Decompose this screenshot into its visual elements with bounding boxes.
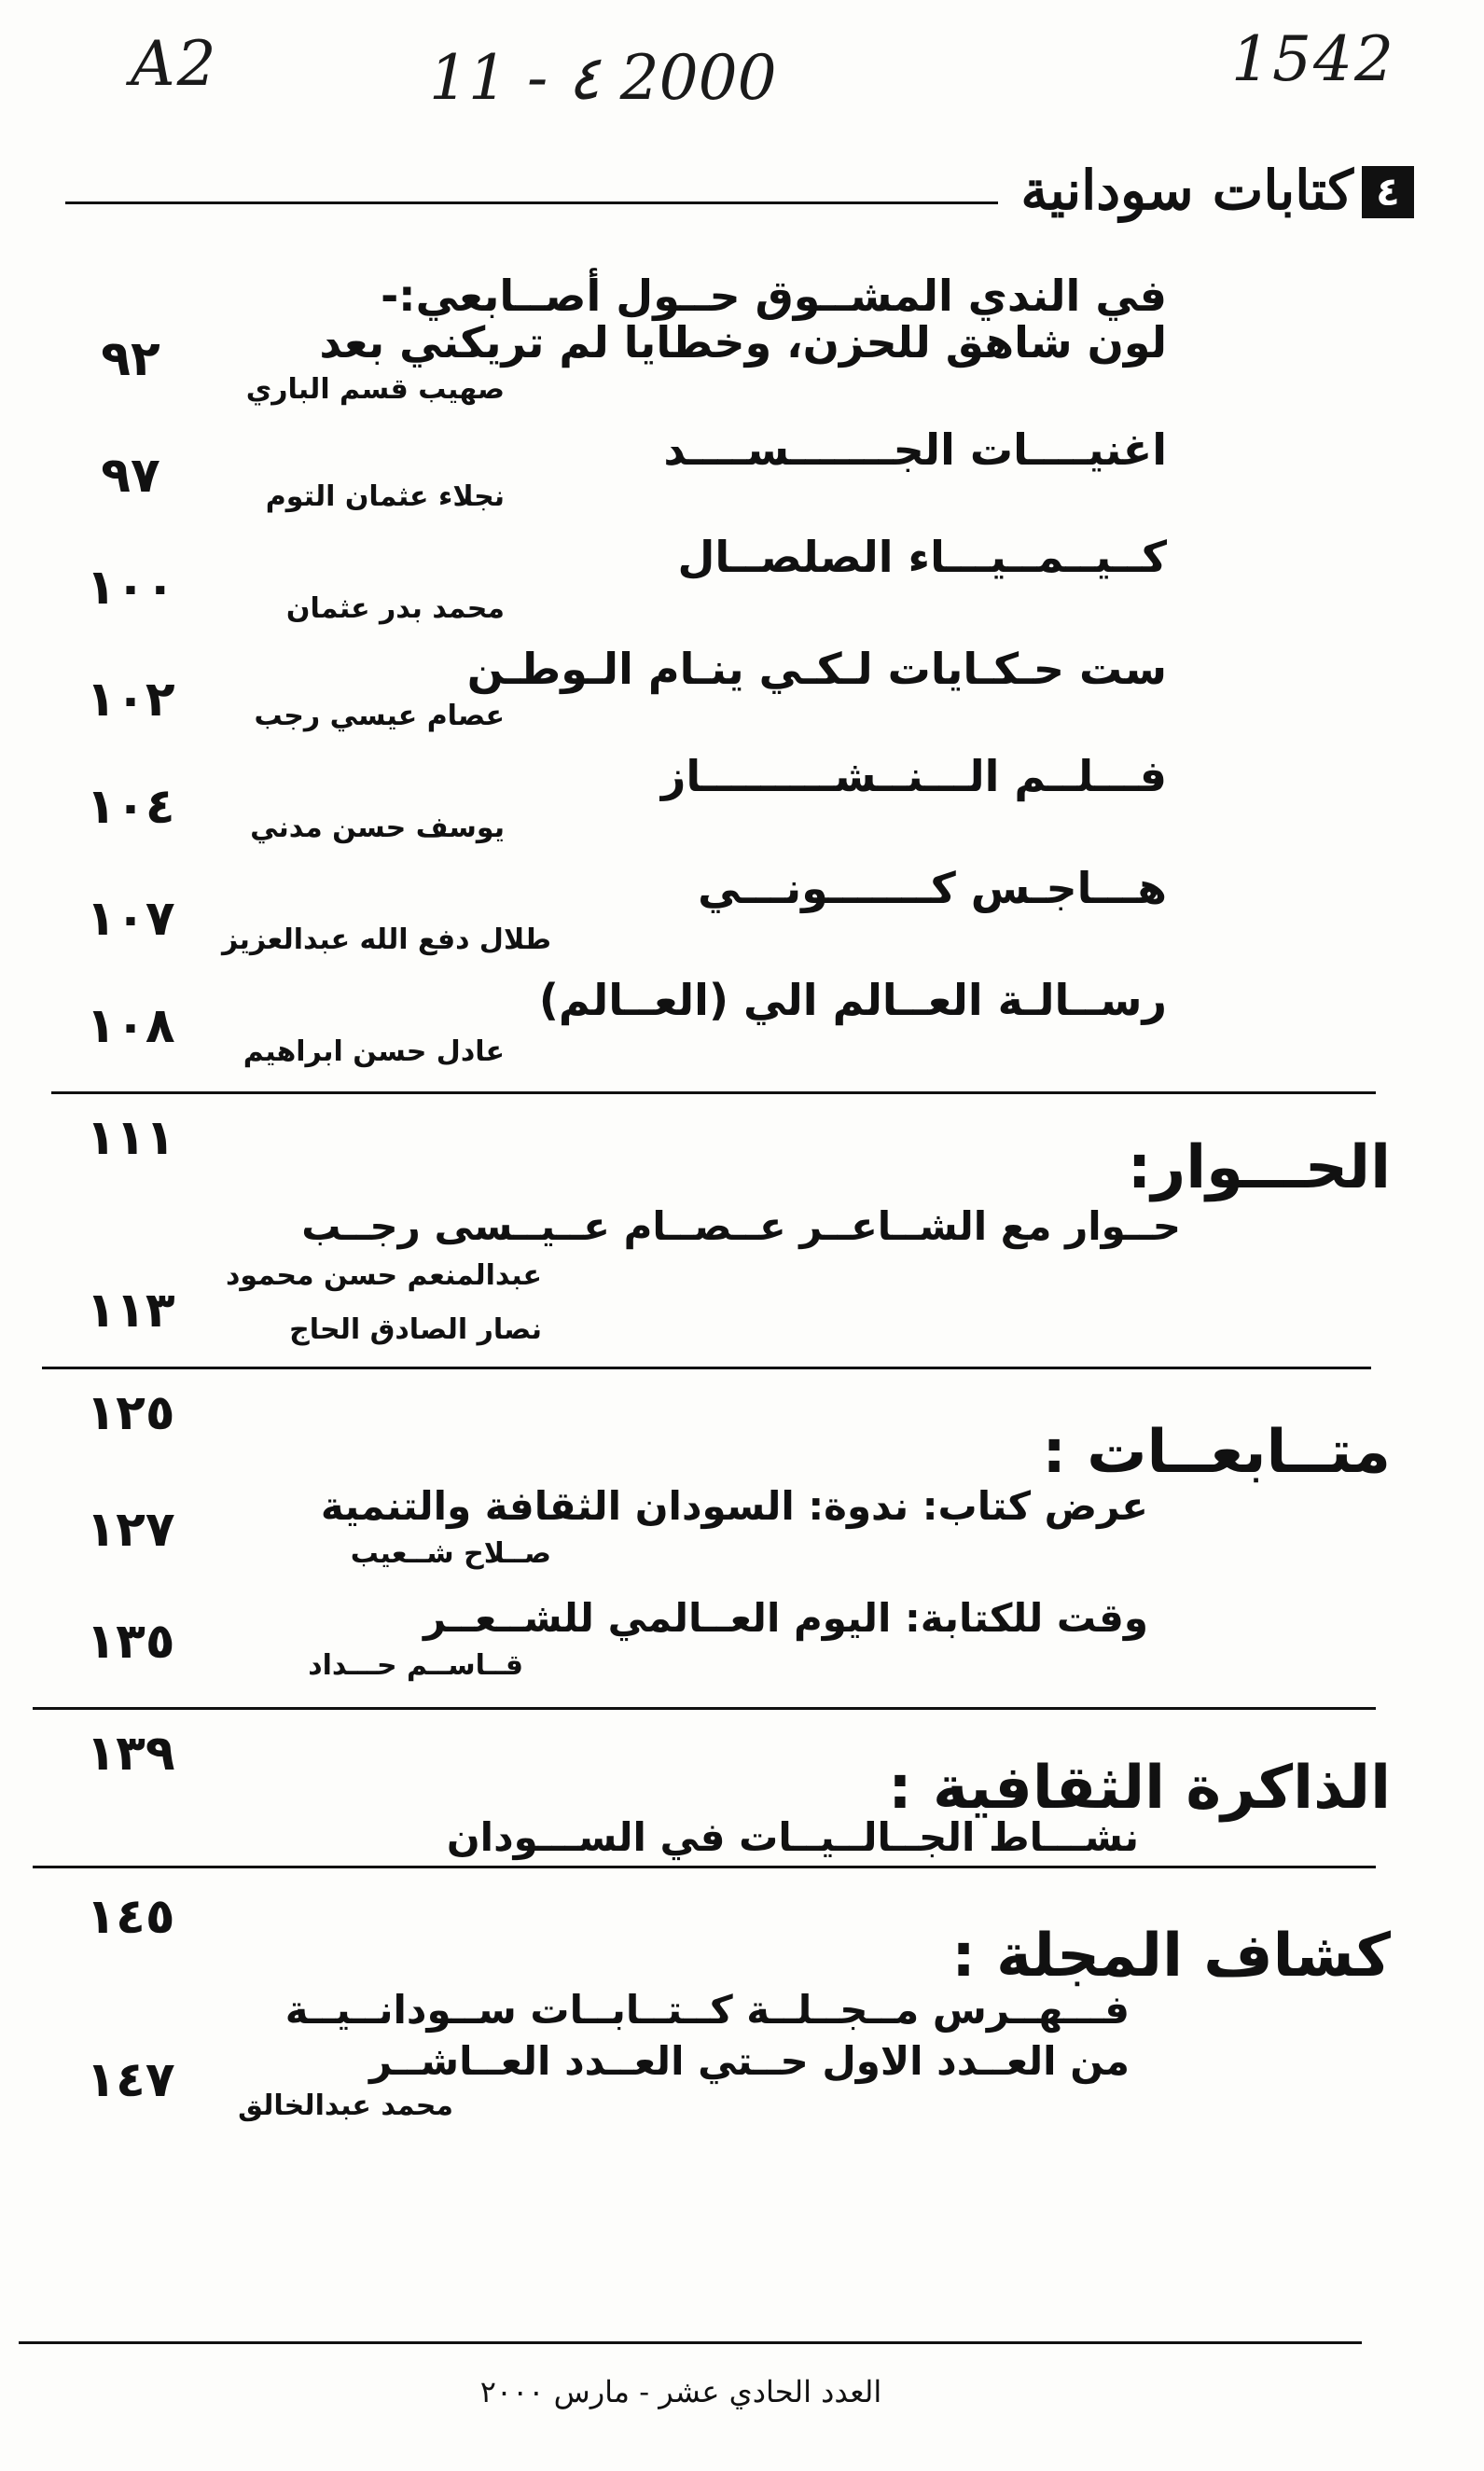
index-heading-page: ١٤٥: [86, 1889, 175, 1945]
index-heading: كشاف المجلة :: [951, 1922, 1391, 1991]
entry-author-4: عصام عيسي رجب: [254, 700, 505, 732]
interview-page: ١١٣: [86, 1283, 175, 1339]
memory-item: نشـــاط الجــالــيــات في الســـودان: [446, 1814, 1139, 1860]
entry-author-6: طلال دفع الله عبدالعزيز: [221, 923, 551, 956]
footer-issue: العدد الحادي عشر - مارس ٢٠٠٠: [479, 2374, 882, 2409]
entry-title-3: كــيــمــيـــاء الصلصــال: [677, 532, 1167, 582]
header: [0, 159, 1484, 243]
entry-author-2: نجلاء عثمان التوم: [265, 480, 505, 513]
index-title-2: من العــدد الاول حــتي العــدد العــاشــر: [368, 2038, 1130, 2084]
followup-author-1: صــلاح شــعيب: [350, 1537, 551, 1570]
entry-author-7: عادل حسن ابراهيم: [243, 1035, 505, 1068]
interview-heading: الحـــوار:: [1127, 1133, 1391, 1202]
interview-author-2: نصار الصادق الحاج: [289, 1313, 542, 1346]
page-number-badge: ٤: [1362, 166, 1414, 218]
entry-page-6: ١٠٧: [86, 891, 175, 947]
interview-title: حــوار مع الشــاعــر عــصــام عــيــسى رجــب: [301, 1203, 1181, 1249]
interview-heading-page: ١١١: [86, 1110, 175, 1166]
divider-1: [51, 1091, 1376, 1094]
entry-author-3: محمد بدر عثمان: [285, 592, 505, 625]
followup-author-2: قــاســم حـــداد: [308, 1649, 523, 1682]
memory-heading: الذاكرة الثقافية :: [888, 1754, 1391, 1823]
index-title-1: فـــهــرس مــجــلــة كــتــابــات ســودانــيــة: [284, 1987, 1130, 2033]
followup-page-2: ١٣٥: [86, 1614, 175, 1670]
divider-2: [42, 1367, 1371, 1369]
entry-page-3: ١٠٠: [86, 560, 175, 616]
entry-title-7: رســالـة العــالم الي (العــالم): [538, 975, 1167, 1025]
index-page: ١٤٧: [86, 2052, 175, 2108]
entry-title-1b: لون شاهق للحزن، وخطايا لم تريكني بعد: [319, 317, 1167, 368]
followup-title-2: وقت للكتابة: اليوم العــالمي للشــعــر: [423, 1595, 1148, 1641]
entry-title-2: اغنيــــات الجـــــــســــد: [663, 424, 1167, 475]
entry-author-5: يوسف حسن مدني: [250, 812, 505, 844]
handwritten-annotation-left: A2: [131, 28, 218, 100]
handwritten-annotation-right: 1542: [1231, 23, 1395, 95]
memory-page: ١٣٩: [86, 1726, 175, 1782]
followup-page-1: ١٢٧: [86, 1502, 175, 1558]
handwritten-annotation-date: 11 - ٤ 2000: [429, 42, 777, 114]
entry-page-1: ٩٢: [101, 331, 160, 387]
entry-title-1a: في الندي المشــوق حــول أصــابعي:-: [381, 271, 1167, 321]
footer-rule: [19, 2341, 1362, 2344]
divider-3: [33, 1707, 1376, 1710]
entry-title-6: هـــاجـس كـــــــونـــي: [698, 863, 1167, 913]
followup-title-1: عرض كتاب: ندوة: السودان الثقافة والتنمية: [320, 1483, 1148, 1529]
interview-author-1: عبدالمنعم حسن محمود: [226, 1259, 542, 1292]
entry-title-5: فـــلــم الـــنــشـــــــــاز: [660, 751, 1167, 801]
entry-title-4: ست حـكـايات لـكـي ينـام الـوطـن: [466, 644, 1167, 694]
journal-title: كتابات سودانية: [1020, 159, 1353, 222]
followups-heading-page: ١٢٥: [86, 1385, 175, 1441]
followups-heading: متــابعــات :: [1042, 1418, 1391, 1487]
entry-page-2: ٩٧: [101, 448, 160, 504]
entry-page-7: ١٠٨: [86, 998, 175, 1054]
entry-page-5: ١٠٤: [86, 779, 175, 835]
header-rule: [65, 201, 998, 204]
entry-author-1: صهيب قسم الباري: [245, 373, 505, 406]
entry-page-4: ١٠٢: [86, 672, 175, 728]
index-author: محمد عبدالخالق: [238, 2089, 453, 2122]
divider-4: [33, 1866, 1376, 1868]
